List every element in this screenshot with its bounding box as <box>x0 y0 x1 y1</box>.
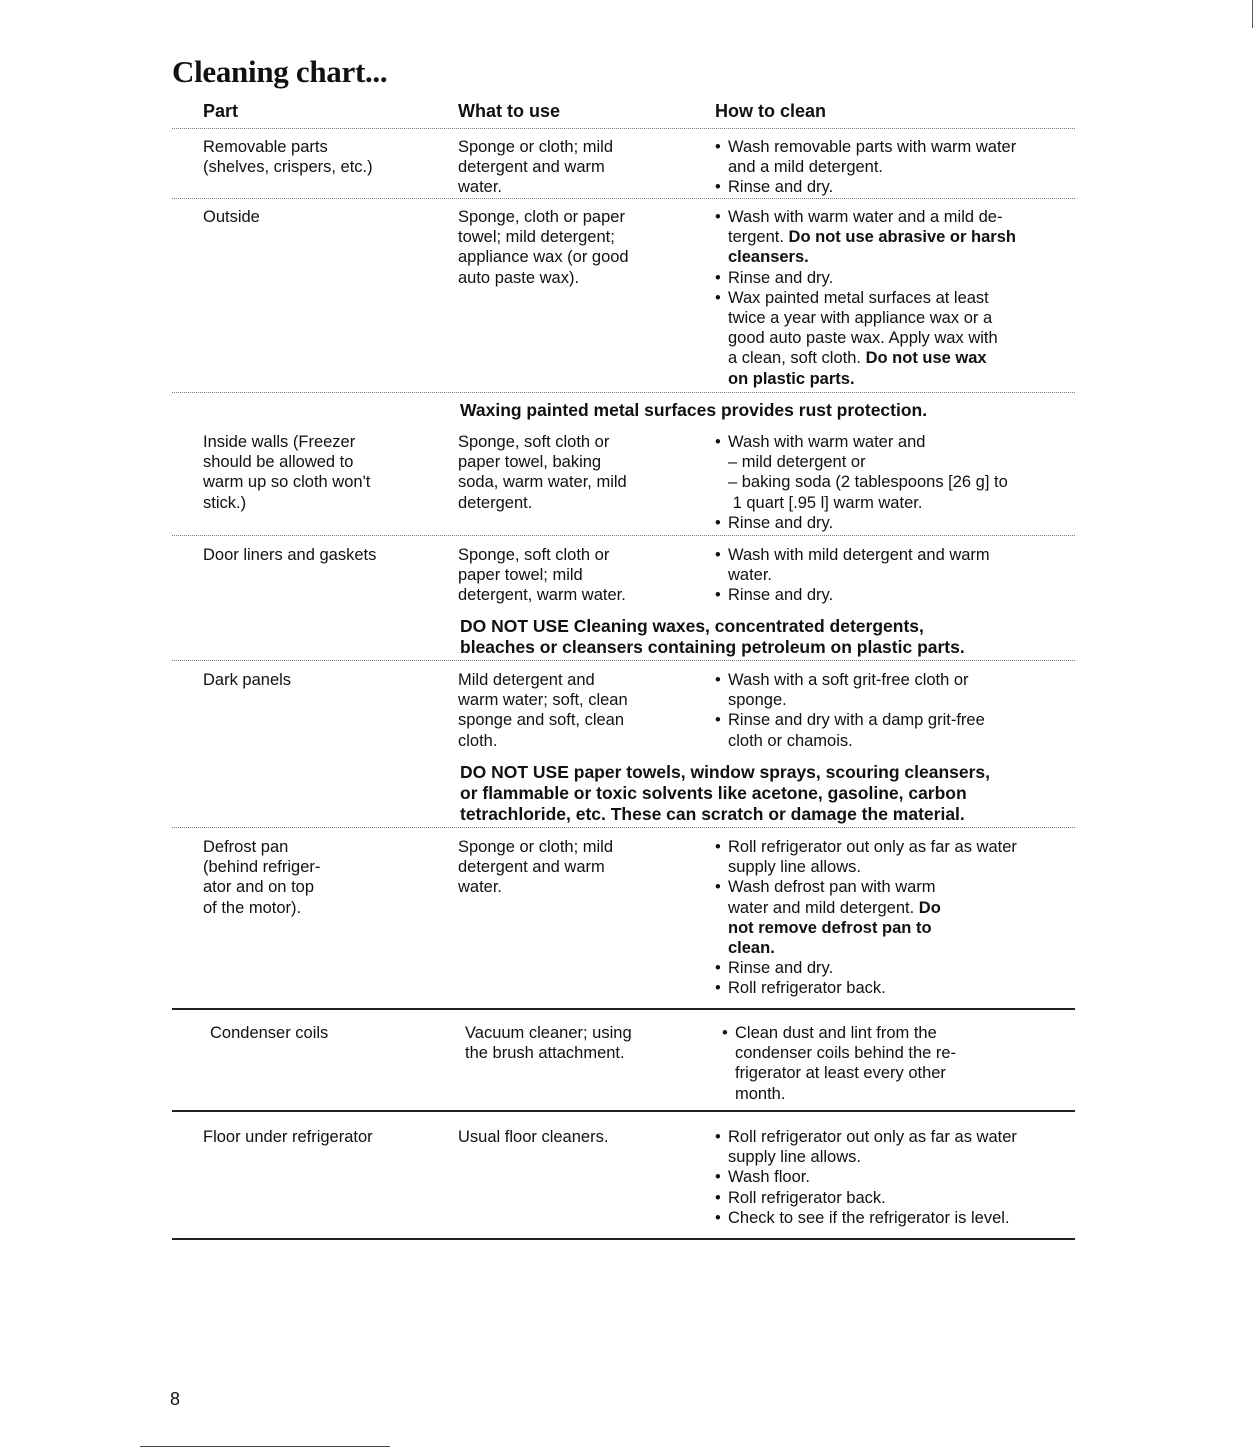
how-to-clean-cell <box>715 137 1075 198</box>
bullet-icon: • <box>715 208 721 226</box>
instruction-line <box>715 513 1075 533</box>
instruction-line <box>715 710 1075 730</box>
column-header-what-to-use: What to use <box>458 101 560 121</box>
cell-line: Usual floor cleaners. <box>458 1128 609 1146</box>
cell-line: Vacuum cleaner; using <box>465 1024 632 1042</box>
warning-text: Do not use wax <box>865 349 987 368</box>
instruction-text: good auto paste wax. Apply wax with <box>728 329 998 348</box>
caution-line: tetrachloride, etc. These can scratch or damage the material. <box>460 804 965 824</box>
part-cell <box>203 670 443 690</box>
bullet-icon: • <box>715 546 721 564</box>
instruction-line <box>715 1147 1075 1167</box>
instruction-line <box>715 958 1075 978</box>
warning-text: not remove defrost pan to <box>728 918 932 937</box>
caution-line: DO NOT USE paper towels, window sprays, scouring cleansers, <box>460 762 991 782</box>
instruction-text: and a mild detergent. <box>728 158 884 177</box>
instruction-text: sponge. <box>728 691 787 710</box>
instruction-line <box>715 545 1075 565</box>
warning-text: Do not use abrasive or harsh <box>788 228 1016 247</box>
instruction-line <box>715 157 1075 177</box>
how-to-clean-cell <box>715 545 1075 606</box>
instruction-line <box>722 1043 1082 1063</box>
instruction-text: Roll refrigerator back. <box>728 1188 886 1207</box>
warning-text: on plastic parts. <box>728 369 855 388</box>
instruction-text: 1 quart [.95 l] warm water. <box>728 493 923 512</box>
how-to-clean-cell <box>715 670 1075 751</box>
instruction-line <box>715 207 1075 227</box>
page-title: Cleaning chart... <box>172 54 388 89</box>
instruction-text: Roll refrigerator out only as far as water <box>728 1128 1017 1146</box>
part-cell <box>203 545 443 565</box>
footer-rule <box>140 1446 390 1447</box>
cell-line: cloth. <box>458 731 498 750</box>
instruction-line <box>715 978 1075 998</box>
instruction-line <box>715 565 1075 585</box>
bullet-icon: • <box>715 1208 721 1227</box>
part-cell <box>203 837 443 918</box>
cell-line: stick.) <box>203 493 247 512</box>
instruction-line <box>715 877 1075 897</box>
instruction-text: a clean, soft cloth. <box>728 349 866 368</box>
instruction-text: Wash removable parts with warm water <box>728 138 1017 156</box>
instruction-line <box>715 432 1075 452</box>
column-header-part: Part <box>203 101 239 121</box>
warning-text: cleansers. <box>728 248 809 267</box>
cell-line: Mild detergent and <box>458 671 595 689</box>
cell-line: Sponge or cloth; mild <box>458 838 614 856</box>
instruction-line <box>715 1127 1075 1147</box>
cell-line: Inside walls (Freezer <box>203 433 356 451</box>
cell-line: should be allowed to <box>203 453 354 472</box>
cell-line: Sponge, soft cloth or <box>458 433 610 451</box>
bullet-icon: • <box>715 711 721 730</box>
how-to-clean-cell <box>715 432 1075 533</box>
bullet-icon: • <box>715 138 721 156</box>
row-divider <box>172 827 1075 828</box>
caution-note <box>460 400 927 421</box>
how-to-clean-cell <box>722 1023 1082 1104</box>
instruction-line <box>715 177 1075 197</box>
warning-text: clean. <box>728 939 775 958</box>
instruction-text: condenser coils behind the re- <box>735 1044 957 1063</box>
bullet-icon: • <box>715 268 721 287</box>
cell-line: (behind refriger- <box>203 858 321 877</box>
cell-line: Floor under refrigerator <box>203 1128 373 1146</box>
cell-line: warm water; soft, clean <box>458 691 628 710</box>
cell-line: detergent. <box>458 493 533 512</box>
cell-line: Outside <box>203 208 260 226</box>
instruction-text: twice a year with appliance wax or a <box>728 309 993 328</box>
instruction-text: Wash with warm water and a mild de- <box>728 208 1003 226</box>
instruction-line <box>722 1023 1082 1043</box>
cell-line: paper towel, baking <box>458 453 602 472</box>
instruction-line <box>715 1208 1075 1228</box>
instruction-line <box>715 857 1075 877</box>
cell-line: detergent and warm <box>458 158 605 177</box>
row-divider <box>172 1238 1075 1240</box>
instruction-line <box>715 585 1075 605</box>
instruction-line <box>722 1084 1082 1104</box>
cell-line: sponge and soft, clean <box>458 711 625 730</box>
part-cell <box>203 1127 443 1147</box>
row-divider <box>172 1110 1075 1112</box>
cell-line: water. <box>458 878 503 897</box>
instruction-line <box>715 837 1075 857</box>
instruction-line <box>715 137 1075 157</box>
warning-text: Do <box>918 898 941 917</box>
page-number: 8 <box>170 1389 181 1409</box>
instruction-line <box>715 493 1075 513</box>
bullet-icon: • <box>715 959 721 978</box>
row-divider <box>172 1008 1075 1010</box>
instruction-text: Rinse and dry. <box>728 178 834 197</box>
cell-line: Sponge, cloth or paper <box>458 208 625 226</box>
how-to-clean-cell <box>715 837 1075 999</box>
instruction-text: cloth or chamois. <box>728 731 853 750</box>
instruction-line <box>715 348 1075 368</box>
what-to-use-cell <box>458 432 698 513</box>
cell-line: detergent, warm water. <box>458 586 626 605</box>
bullet-icon: • <box>715 838 721 856</box>
row-divider <box>172 392 1075 393</box>
instruction-text: Check to see if the refrigerator is level. <box>728 1208 1010 1227</box>
instruction-text: Wax painted metal surfaces at least <box>728 288 989 307</box>
instruction-line <box>715 328 1075 348</box>
instruction-text: supply line allows. <box>728 1148 861 1167</box>
part-cell <box>210 1023 450 1043</box>
cell-line: Sponge or cloth; mild <box>458 138 614 156</box>
bullet-icon: • <box>715 288 721 307</box>
instruction-text: Wash with mild detergent and warm <box>728 546 990 564</box>
bullet-icon: • <box>715 178 721 197</box>
cell-line: Sponge, soft cloth or <box>458 546 610 564</box>
instruction-text: Rinse and dry. <box>728 268 834 287</box>
caution-note <box>460 616 965 658</box>
cell-line: paper towel; mild <box>458 566 583 585</box>
instruction-line <box>715 898 1075 918</box>
bullet-icon: • <box>715 433 721 451</box>
column-header-how-to-clean: How to clean <box>715 101 827 121</box>
instruction-text: Rinse and dry. <box>728 586 834 605</box>
what-to-use-cell <box>465 1023 705 1063</box>
page-edge-mark <box>1252 0 1253 28</box>
bullet-icon: • <box>715 1188 721 1207</box>
instruction-text: month. <box>735 1084 786 1103</box>
cell-line: Defrost pan <box>203 838 289 856</box>
cell-line: towel; mild detergent; <box>458 228 615 247</box>
instruction-line <box>715 268 1075 288</box>
cell-line: water. <box>458 178 503 197</box>
cell-line: Removable parts <box>203 138 328 156</box>
caution-line: bleaches or cleansers containing petroleum on plastic parts. <box>460 637 965 657</box>
instruction-line <box>715 227 1075 247</box>
bullet-icon: • <box>715 979 721 998</box>
cell-line: Dark panels <box>203 671 292 689</box>
instruction-text: Rinse and dry with a damp grit-free <box>728 711 985 730</box>
caution-line: or flammable or toxic solvents like acetone, gasoline, carbon <box>460 783 967 803</box>
instruction-line <box>722 1063 1082 1083</box>
cell-line: ator and on top <box>203 878 315 897</box>
cell-line: soda, warm water, mild <box>458 473 627 492</box>
bullet-icon: • <box>715 586 721 605</box>
what-to-use-cell <box>458 545 698 606</box>
cell-line: (shelves, crispers, etc.) <box>203 158 373 177</box>
bullet-icon: • <box>715 671 721 689</box>
what-to-use-cell <box>458 670 698 751</box>
instruction-text: Wash defrost pan with warm <box>728 878 936 897</box>
row-divider <box>172 198 1075 199</box>
instruction-text: Rinse and dry. <box>728 513 834 532</box>
instruction-text: Clean dust and lint from the <box>735 1024 937 1042</box>
what-to-use-cell <box>458 1127 698 1147</box>
cell-line: warm up so cloth won't <box>203 473 371 492</box>
instruction-line <box>715 938 1075 958</box>
instruction-line <box>715 288 1075 308</box>
what-to-use-cell <box>458 837 698 898</box>
instruction-text: Wash floor. <box>728 1168 810 1187</box>
instruction-line <box>715 247 1075 267</box>
how-to-clean-cell <box>715 1127 1075 1228</box>
instruction-line <box>715 472 1075 492</box>
part-cell <box>203 137 443 177</box>
cell-line: of the motor). <box>203 898 302 917</box>
caution-line: DO NOT USE Cleaning waxes, concentrated detergents, <box>460 616 924 636</box>
cell-line: Condenser coils <box>210 1024 329 1042</box>
bullet-icon: • <box>715 1128 721 1146</box>
caution-line: Waxing painted metal surfaces provides rust protection. <box>460 400 928 420</box>
instruction-text: water. <box>728 566 773 585</box>
cell-line: detergent and warm <box>458 858 605 877</box>
instruction-text: Wash with a soft grit-free cloth or <box>728 671 969 689</box>
instruction-text: water and mild detergent. <box>728 898 919 917</box>
bullet-icon: • <box>722 1024 728 1042</box>
instruction-line <box>715 918 1075 938</box>
instruction-text: Roll refrigerator out only as far as water <box>728 838 1017 856</box>
cell-line: auto paste wax). <box>458 268 580 287</box>
instruction-text: tergent. <box>728 228 789 247</box>
cell-line: the brush attachment. <box>465 1044 625 1063</box>
instruction-line <box>715 1167 1075 1187</box>
bullet-icon: • <box>715 513 721 532</box>
instruction-line <box>715 690 1075 710</box>
part-cell <box>203 432 443 513</box>
instruction-text: – baking soda (2 tablespoons [26 g] to <box>728 473 1008 492</box>
instruction-text: Roll refrigerator back. <box>728 979 886 998</box>
cell-line: Door liners and gaskets <box>203 546 377 564</box>
instruction-line <box>715 308 1075 328</box>
part-cell <box>203 207 443 227</box>
instruction-text: Rinse and dry. <box>728 959 834 978</box>
bullet-icon: • <box>715 1168 721 1187</box>
instruction-text: frigerator at least every other <box>735 1064 946 1083</box>
instruction-text: Wash with warm water and <box>728 433 926 451</box>
what-to-use-cell <box>458 137 698 198</box>
instruction-text: supply line allows. <box>728 858 861 877</box>
instruction-line <box>715 670 1075 690</box>
how-to-clean-cell <box>715 207 1075 389</box>
instruction-line <box>715 369 1075 389</box>
row-divider <box>172 535 1075 536</box>
instruction-text: – mild detergent or <box>728 453 866 472</box>
row-divider <box>172 660 1075 661</box>
bullet-icon: • <box>715 878 721 897</box>
cell-line: appliance wax (or good <box>458 248 629 267</box>
instruction-line <box>715 452 1075 472</box>
instruction-line <box>715 1188 1075 1208</box>
caution-note <box>460 762 990 825</box>
instruction-line <box>715 731 1075 751</box>
header-divider <box>172 128 1075 129</box>
what-to-use-cell <box>458 207 698 288</box>
